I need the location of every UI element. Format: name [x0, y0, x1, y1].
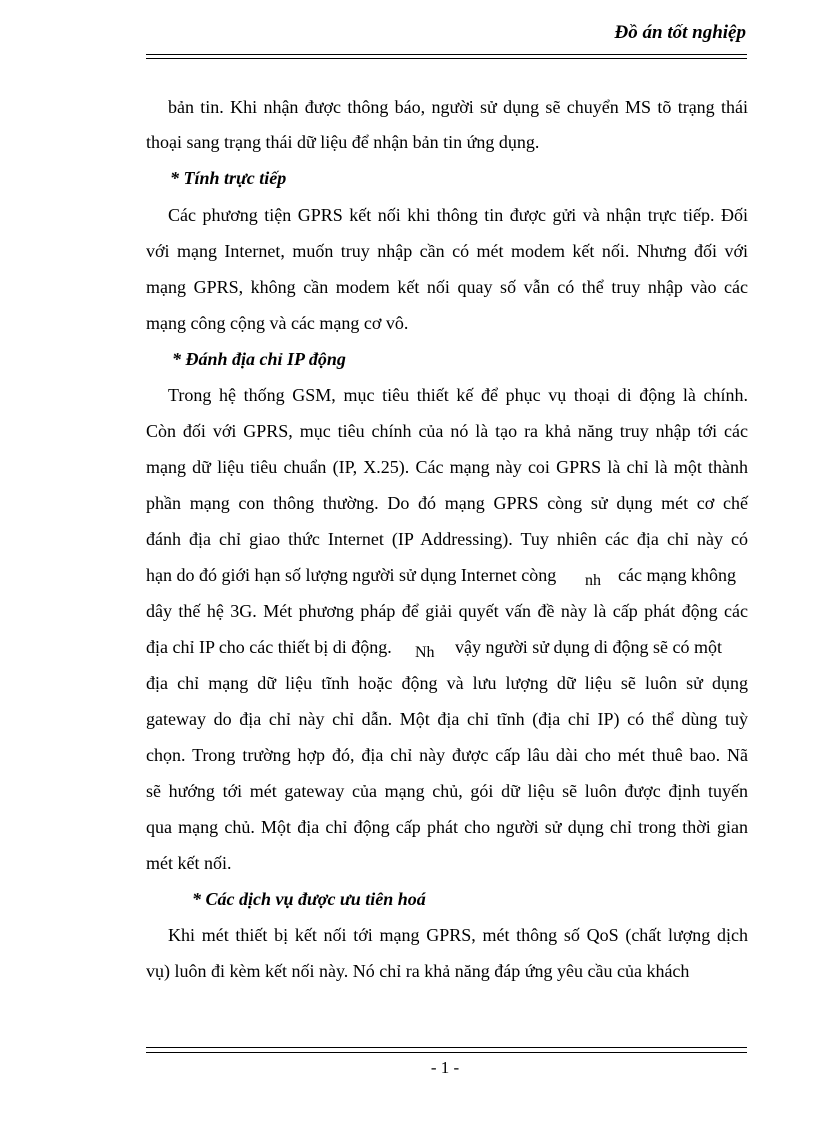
section-heading-priority: * Các dịch vụ được ưu tiên hoá: [192, 889, 426, 909]
body-line: mạng công cộng và các mạng cơ vô.: [146, 313, 409, 333]
footer-rule-top: [146, 1047, 747, 1048]
body-line: thoại sang trạng thái dữ liệu để nhận bản tin ứng dụng.: [146, 132, 540, 152]
body-line: sẽ hướng tới mét gateway của mạng chủ, gói dữ liệu sẽ luôn được định tuyến: [146, 781, 748, 801]
body-line: các mạng không: [618, 565, 736, 585]
footer-rule-bottom: [146, 1052, 747, 1053]
body-line: mét kết nối.: [146, 853, 232, 873]
section-heading-dynamic-ip: * Đánh địa chỉ IP động: [172, 349, 346, 369]
header-title: Đồ án tốt nghiệp: [614, 22, 746, 43]
section-heading-direct: * Tính trực tiếp: [170, 168, 287, 188]
body-line: Khi mét thiết bị kết nối tới mạng GPRS, mét thông số QoS (chất lượng dịch: [168, 925, 748, 945]
body-line: với mạng Internet, muốn truy nhập cần có mét modem kết nối. Nhưng đối với: [146, 241, 748, 261]
body-line: Trong hệ thống GSM, mục tiêu thiết kế để phục vụ thoại di động là chính.: [168, 385, 748, 405]
header-rule-bottom: [146, 58, 747, 59]
body-line: bản tin. Khi nhận được thông báo, người sử dụng sẽ chuyển MS tõ trạng thái: [168, 97, 748, 117]
body-line: qua mạng chủ. Một địa chỉ động cấp phát cho người sử dụng chỉ trong thời gian: [146, 817, 748, 837]
page-number: - 1 -: [430, 1058, 460, 1077]
body-line: địa chỉ mạng dữ liệu tĩnh hoặc động và lưu lượng dữ liệu sẽ luôn sử dụng: [146, 673, 748, 693]
body-line: chọn. Trong trường hợp đó, địa chỉ này được cấp lâu dài cho mét thuê bao. Nã: [146, 745, 748, 765]
body-line: địa chỉ IP cho các thiết bị di động.: [146, 637, 392, 657]
header-rule-top: [146, 54, 747, 55]
body-line: gateway do địa chỉ này chỉ dẫn. Một địa chỉ tĩnh (địa chỉ IP) có thể dùng tuỳ: [146, 709, 748, 729]
body-line: mạng dữ liệu tiêu chuẩn (IP, X.25). Các mạng này coi GPRS là chỉ là một thành: [146, 457, 748, 477]
body-line: Các phương tiện GPRS kết nối khi thông tin được gửi và nhận trực tiếp. Đối: [168, 205, 748, 225]
body-line: đánh địa chỉ giao thức Internet (IP Addressing). Tuy nhiên các địa chỉ này có: [146, 529, 748, 549]
body-line: mạng GPRS, không cần modem kết nối quay số vẫn có thể truy nhập vào các: [146, 277, 748, 297]
word-fragment-nh: nh: [585, 572, 601, 589]
body-line: Còn đối với GPRS, mục tiêu chính của nó là tạo ra khả năng truy nhập tới các: [146, 421, 748, 441]
body-line: hạn do đó giới hạn số lượng người sử dụng Internet còng: [146, 565, 557, 585]
body-line: phần mạng con thông thường. Do đó mạng GPRS còng sử dụng mét cơ chế: [146, 493, 748, 513]
body-line: vụ) luôn đi kèm kết nối này. Nó chỉ ra khả năng đáp ứng yêu cầu của khách: [146, 961, 690, 981]
body-line: vậy người sử dụng di động sẽ có một: [455, 637, 723, 657]
body-line: dây thế hệ 3G. Mét phương pháp để giải quyết vấn đề này là cấp phát động các: [146, 601, 748, 621]
word-fragment-Nh: Nh: [415, 644, 435, 661]
